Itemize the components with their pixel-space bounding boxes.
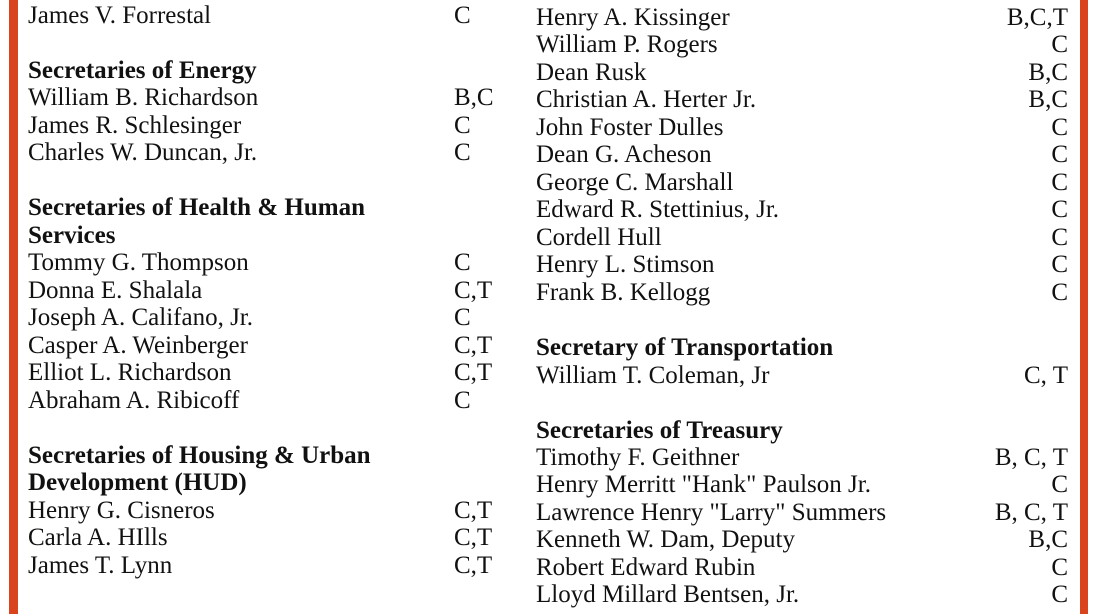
person-name: George C. Marshall — [536, 169, 734, 196]
affiliation-code: B,C — [454, 84, 494, 111]
list-item — [28, 2, 502, 29]
section-heading-hhs-continued: Services — [28, 222, 116, 249]
affiliation-code: C — [1051, 279, 1068, 306]
affiliation-code: C — [1051, 251, 1068, 278]
person-name: Edward R. Stettinius, Jr. — [536, 196, 780, 223]
affiliation-code: B,C — [1028, 59, 1068, 86]
person-name: Henry Merritt "Hank" Paulson Jr. — [536, 471, 871, 498]
person-name: Frank B. Kellogg — [536, 279, 711, 306]
list-item — [536, 279, 1068, 306]
list-item — [536, 224, 1068, 251]
person-name: James R. Schlesinger — [28, 112, 242, 139]
list-item — [536, 554, 1068, 581]
list-item — [28, 84, 502, 111]
person-name: Cordell Hull — [536, 224, 662, 251]
list-item — [536, 31, 1068, 58]
affiliation-code: C,T — [454, 497, 493, 524]
list-item — [28, 497, 502, 524]
person-name: Robert Edward Rubin — [536, 554, 756, 581]
list-item — [536, 581, 1068, 608]
list-item — [536, 114, 1068, 141]
affiliation-code: C — [454, 249, 471, 276]
person-name: Lloyd Millard Bentsen, Jr. — [536, 581, 800, 608]
section-heading-hud-continued: Development (HUD) — [28, 469, 247, 496]
affiliation-code: C — [1051, 141, 1068, 168]
list-item — [536, 4, 1068, 31]
page-border-right — [1080, 0, 1088, 614]
list-item — [536, 362, 1068, 389]
affiliation-code: C — [454, 387, 471, 414]
affiliation-code: C — [454, 112, 471, 139]
affiliation-code: B,C — [1028, 86, 1068, 113]
affiliation-code: C,T — [454, 332, 493, 359]
list-item — [28, 249, 502, 276]
list-item — [536, 499, 1068, 526]
list-item — [28, 332, 502, 359]
section-heading-hud: Secretaries of Housing & Urban — [28, 442, 371, 469]
person-name: James V. Forrestal — [28, 2, 212, 29]
person-name: William T. Coleman, Jr — [536, 362, 770, 389]
affiliation-code: C,T — [454, 552, 493, 579]
affiliation-code: C, T — [1024, 362, 1068, 389]
affiliation-code: C — [454, 2, 471, 29]
affiliation-code: C — [1051, 196, 1068, 223]
person-name: William P. Rogers — [536, 31, 718, 58]
affiliation-code: C — [454, 139, 471, 166]
affiliation-code: B, C, T — [994, 444, 1068, 471]
affiliation-code: C — [454, 304, 471, 331]
person-name: Joseph A. Califano, Jr. — [28, 304, 253, 331]
affiliation-code: C — [1051, 114, 1068, 141]
list-item — [536, 141, 1068, 168]
list-item — [28, 304, 502, 331]
list-item — [28, 112, 502, 139]
affiliation-code: C,T — [454, 524, 493, 551]
affiliation-code: C — [1051, 554, 1068, 581]
person-name: Dean G. Acheson — [536, 141, 712, 168]
list-item — [536, 526, 1068, 553]
person-name: Kenneth W. Dam, Deputy — [536, 526, 795, 553]
person-name: Elliot L. Richardson — [28, 359, 232, 386]
person-name: James T. Lynn — [28, 552, 173, 579]
list-item — [536, 196, 1068, 223]
list-item — [536, 471, 1068, 498]
affiliation-code: B,C,T — [1006, 4, 1068, 31]
person-name: Christian A. Herter Jr. — [536, 86, 757, 113]
affiliation-code: C — [1051, 169, 1068, 196]
list-item — [28, 387, 502, 414]
person-name: Timothy F. Geithner — [536, 444, 740, 471]
list-item — [28, 277, 502, 304]
person-name: Dean Rusk — [536, 59, 647, 86]
list-item — [28, 524, 502, 551]
affiliation-code: B, C, T — [994, 499, 1068, 526]
person-name: Abraham A. Ribicoff — [28, 387, 240, 414]
list-item — [28, 552, 502, 579]
list-item — [536, 444, 1068, 471]
affiliation-code: C,T — [454, 359, 493, 386]
affiliation-code: B,C — [1028, 526, 1068, 553]
list-item — [536, 86, 1068, 113]
affiliation-code: C — [1051, 471, 1068, 498]
section-heading-hhs: Secretaries of Health & Human — [28, 194, 365, 221]
person-name: Donna E. Shalala — [28, 277, 203, 304]
person-name: Casper A. Weinberger — [28, 332, 248, 359]
affiliation-code: C — [1051, 581, 1068, 608]
person-name: William B. Richardson — [28, 84, 259, 111]
person-name: John Foster Dulles — [536, 114, 724, 141]
person-name: Lawrence Henry "Larry" Summers — [536, 499, 887, 526]
person-name: Tommy G. Thompson — [28, 249, 249, 276]
section-heading-energy: Secretaries of Energy — [28, 57, 257, 84]
list-item — [536, 169, 1068, 196]
person-name: Henry A. Kissinger — [536, 4, 730, 31]
affiliation-code: C — [1051, 31, 1068, 58]
person-name: Henry L. Stimson — [536, 251, 715, 278]
affiliation-code: C,T — [454, 277, 493, 304]
section-heading-transportation: Secretary of Transportation — [536, 334, 834, 361]
list-item — [536, 251, 1068, 278]
affiliation-code: C — [1051, 224, 1068, 251]
list-item — [28, 139, 502, 166]
person-name: Carla A. HIlls — [28, 524, 168, 551]
list-item — [28, 359, 502, 386]
page-border-left — [9, 0, 18, 614]
person-name: Charles W. Duncan, Jr. — [28, 139, 258, 166]
person-name: Henry G. Cisneros — [28, 497, 215, 524]
list-item — [536, 59, 1068, 86]
section-heading-treasury: Secretaries of Treasury — [536, 417, 783, 444]
